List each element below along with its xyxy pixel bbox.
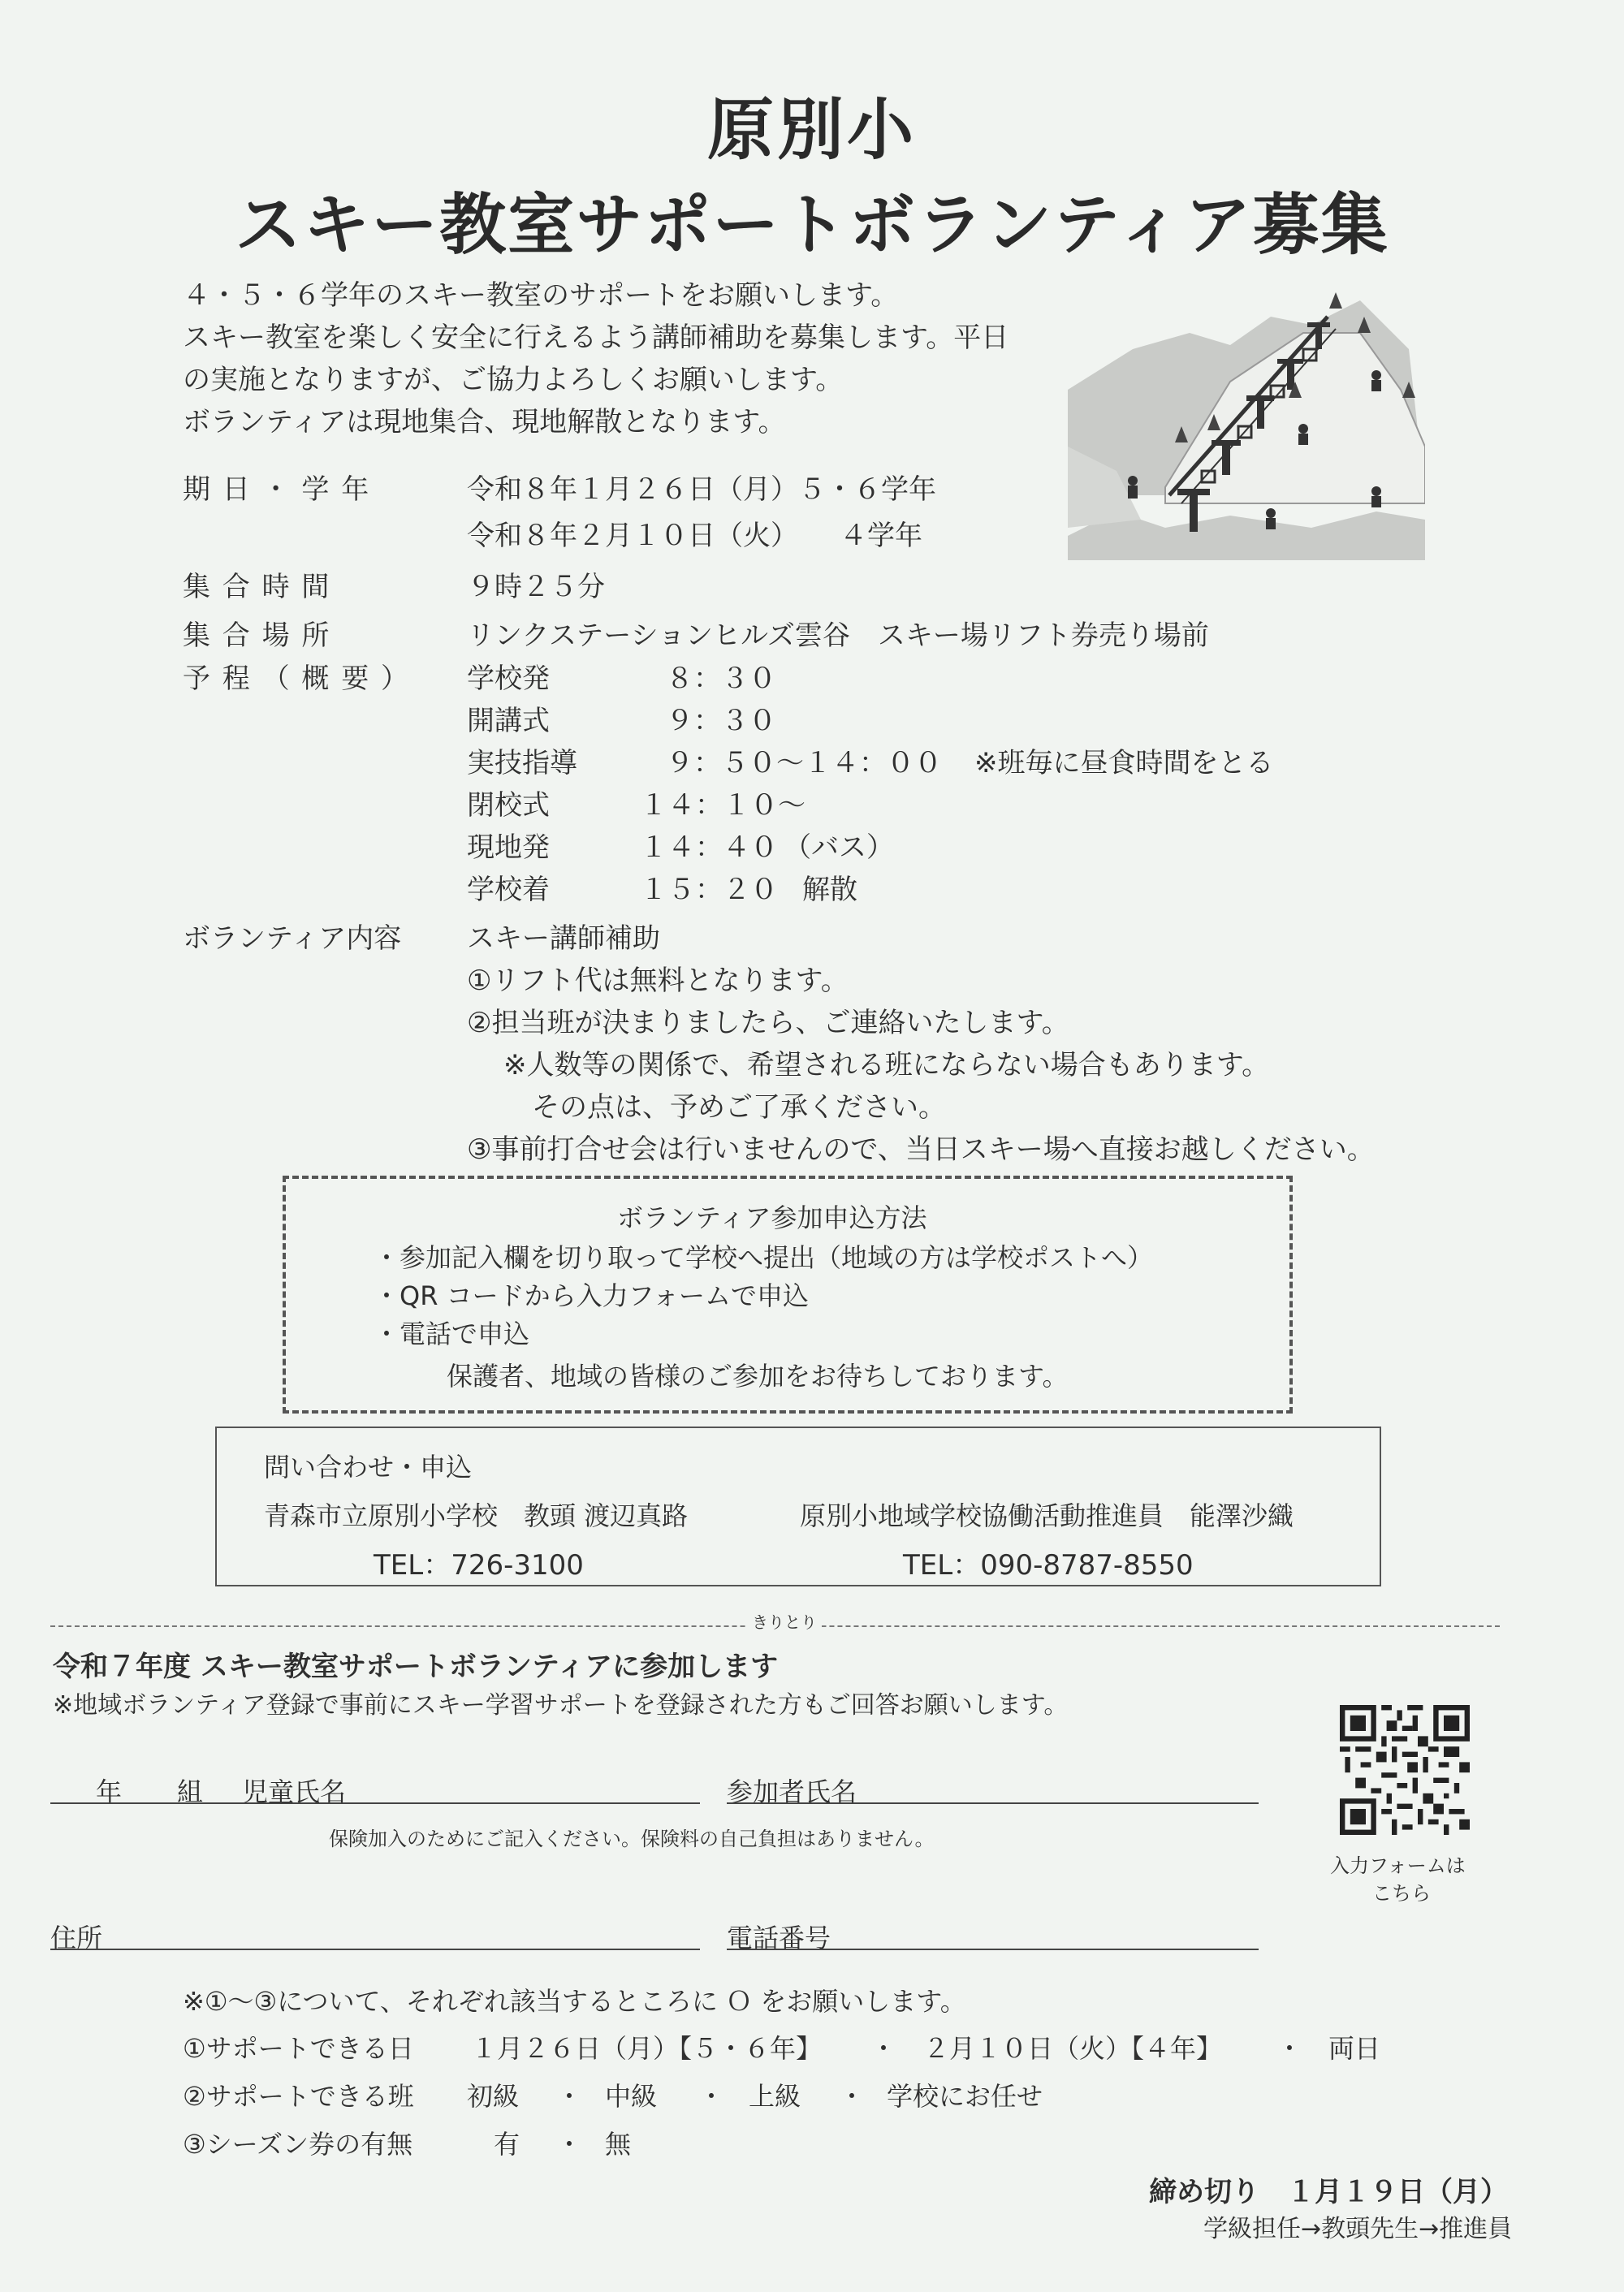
q3-label: ③シーズン券の有無 xyxy=(183,2129,413,2160)
apply-method-item: ・QR コードから入力フォームで申込 xyxy=(374,1280,809,1311)
schedule-time: １５：２０ xyxy=(640,874,778,906)
contact-school-tel[interactable]: TEL：726-3100 xyxy=(374,1549,584,1582)
schedule-time: １４：４０ xyxy=(640,831,778,864)
schedule-item: 現地発 xyxy=(467,831,550,864)
schedule-note: ※班毎に昼食時間をとる xyxy=(974,747,1274,779)
apply-method-item: ・電話で申込 xyxy=(374,1319,530,1349)
contact-coordinator-tel[interactable]: TEL：090-8787-8550 xyxy=(903,1549,1194,1582)
volunteer-note: その点は、予めご了承ください。 xyxy=(532,1091,946,1124)
separator: ・ xyxy=(698,2081,725,2112)
address-field[interactable] xyxy=(50,1949,700,1950)
schedule-note: 解散 xyxy=(802,874,857,906)
schedule-item: 実技指導 xyxy=(467,747,577,779)
separator: ・ xyxy=(1276,2033,1303,2064)
schedule-time: ９：５０～１４：００ xyxy=(666,747,942,779)
apply-method-item: ・参加記入欄を切り取って学校へ提出（地域の方は学校ポストへ） xyxy=(374,1242,1154,1273)
volunteer-title: スキー講師補助 xyxy=(467,922,660,955)
intro-line: ４・５・６学年のスキー教室のサポートをお願いします。 xyxy=(183,279,899,312)
schedule-item: 閉校式 xyxy=(467,789,550,822)
grade-label: 年 xyxy=(96,1776,123,1807)
intro-line: ボランティアは現地集合、現地解散となります。 xyxy=(183,406,786,438)
phone-label: 電話番号 xyxy=(727,1923,831,1953)
schedule-item: 学校発 xyxy=(467,663,550,695)
contact-coordinator: 原別小地域学校協働活動推進員 能澤沙織 xyxy=(800,1500,1294,1531)
schedule-label: 予 程 （ 概 要 ） xyxy=(183,663,411,695)
contact-heading: 問い合わせ・申込 xyxy=(264,1452,473,1483)
date-label: 期 日 ・ 学 年 xyxy=(183,473,371,506)
q2-option-intermediate[interactable]: 中級 xyxy=(605,2081,658,2112)
class-label: 組 xyxy=(177,1776,204,1807)
time-label: 集 合 時 間 xyxy=(183,571,331,603)
apply-method-title: ボランティア参加申込方法 xyxy=(617,1202,927,1233)
phone-field[interactable] xyxy=(727,1949,1259,1950)
contact-school: 青森市立原別小学校 教頭 渡辺真路 xyxy=(264,1500,689,1531)
volunteer-note: ※人数等の関係で、希望される班にならない場合もあります。 xyxy=(503,1049,1270,1081)
participant-name-label: 参加者氏名 xyxy=(727,1776,857,1807)
cut-label: きりとり xyxy=(747,1609,822,1633)
volunteer-item: ①リフト代は無料となります。 xyxy=(467,965,849,997)
date-value-1: 令和８年１月２６日（月）５・６学年 xyxy=(467,473,936,506)
separator: ・ xyxy=(556,2081,583,2112)
schedule-time: ８：３０ xyxy=(666,663,776,695)
participant-name-field[interactable] xyxy=(727,1802,1259,1804)
time-value: ９時２５分 xyxy=(467,571,605,603)
volunteer-label: ボランティア内容 xyxy=(183,922,402,955)
date-value-2: 令和８年２月１０日（火） ４学年 xyxy=(467,520,922,552)
qr-caption: 入力フォームは xyxy=(1330,1854,1466,1877)
form-subnote: ※地域ボランティア登録で事前にスキー学習サポートを登録された方もご回答お願いします。 xyxy=(53,1691,1069,1720)
q2-option-advanced[interactable]: 上級 xyxy=(749,2081,801,2112)
schedule-note: （バス） xyxy=(784,831,894,864)
q2-option-school-decides[interactable]: 学校にお任せ xyxy=(887,2081,1043,2112)
q2-label: ②サポートできる班 xyxy=(183,2081,414,2112)
apply-method-closing: 保護者、地域の皆様のご参加をお待ちしております。 xyxy=(447,1361,1069,1392)
q2-option-beginner[interactable]: 初級 xyxy=(467,2081,520,2112)
child-name-label: 児童氏名 xyxy=(242,1776,347,1807)
intro-text xyxy=(183,274,1009,443)
separator: ・ xyxy=(870,2033,897,2064)
place-value: リンクステーションヒルズ雲谷 スキー場リフト券売り場前 xyxy=(467,619,1209,652)
page-title-school: 原別小 xyxy=(706,92,917,169)
q1-option-day2[interactable]: ２月１０日（火）【４年】 xyxy=(923,2033,1223,2064)
ski-lift-illustration xyxy=(1068,284,1425,560)
schedule-time: ９：３０ xyxy=(666,705,776,737)
child-name-field[interactable] xyxy=(50,1802,700,1804)
q1-option-both[interactable]: 両日 xyxy=(1328,2033,1381,2064)
form-instruction: ※①～③について、それぞれ該当するところに Ｏ をお願いします。 xyxy=(183,1986,966,2017)
separator: ・ xyxy=(556,2129,583,2160)
schedule-time: １４：１０～ xyxy=(640,789,806,822)
volunteer-item: ③事前打合せ会は行いませんので、当日スキー場へ直接お越しください。 xyxy=(467,1133,1375,1166)
qr-code[interactable] xyxy=(1340,1705,1470,1835)
qr-caption: こちら xyxy=(1372,1882,1431,1905)
intro-line: の実施となりますが、ご協力よろしくお願いします。 xyxy=(183,364,844,396)
deadline: 締め切り １月１９日（月） xyxy=(1149,2176,1508,2208)
q3-option-yes[interactable]: 有 xyxy=(494,2129,520,2160)
q1-option-day1[interactable]: １月２６日（月）【５・６年】 xyxy=(471,2033,823,2064)
schedule-item: 学校着 xyxy=(467,874,550,906)
q3-option-no[interactable]: 無 xyxy=(605,2129,632,2160)
volunteer-item: ②担当班が決まりましたら、ご連絡いたします。 xyxy=(467,1007,1069,1039)
address-label: 住所 xyxy=(50,1923,103,1953)
place-label: 集 合 場 所 xyxy=(183,619,331,652)
q1-label: ①サポートできる日 xyxy=(183,2033,414,2064)
routing: 学級担任→教頭先生→推進員 xyxy=(1203,2215,1513,2243)
separator: ・ xyxy=(839,2081,866,2112)
schedule-item: 開講式 xyxy=(467,705,550,737)
form-heading: 令和７年度 スキー教室サポートボランティアに参加します xyxy=(53,1651,779,1683)
insurance-note: 保険加入のためにご記入ください。保険料の自己負担はありません。 xyxy=(329,1828,935,1850)
intro-line: スキー教室を楽しく安全に行えるよう講師補助を募集します。平日 xyxy=(183,322,1009,354)
page-title: スキー教室サポートボランティア募集 xyxy=(235,187,1389,264)
